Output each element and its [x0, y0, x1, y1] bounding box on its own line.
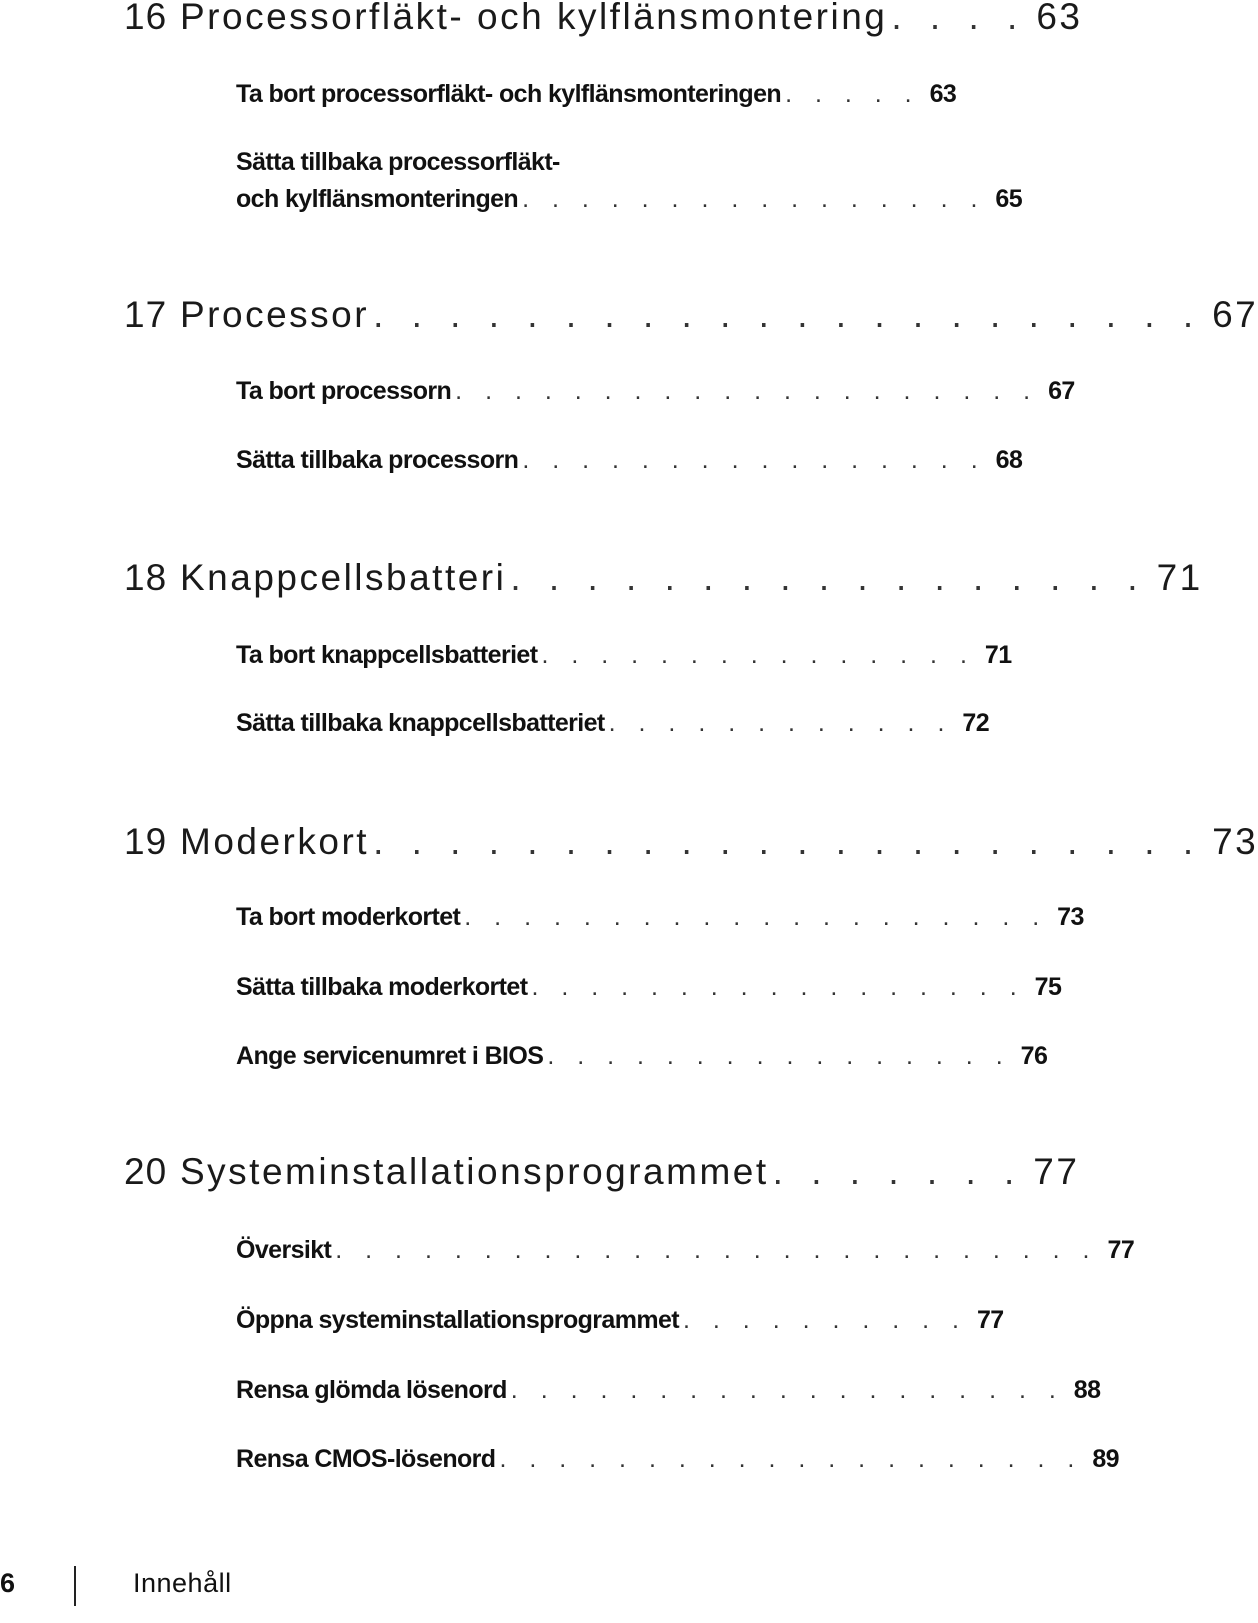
- toc-chapter-19[interactable]: [124, 821, 1258, 863]
- dot-leader: . . . . . . . . . . . . . . . . . . .: [510, 1376, 1064, 1404]
- page-number: 71: [984, 641, 1012, 669]
- toc-entry[interactable]: [236, 1445, 1119, 1474]
- chapter-title: Moderkort: [180, 821, 370, 862]
- dot-leader: . . . . . . . . . .: [683, 1306, 967, 1334]
- page-number: 63: [929, 80, 957, 108]
- toc-entry[interactable]: [236, 377, 1075, 406]
- page-number: 67: [1212, 294, 1258, 335]
- dot-leader: . . . . . . . . . . . . . . . . . . . .: [499, 1445, 1083, 1473]
- toc-chapter-20[interactable]: [124, 1151, 1080, 1193]
- entry-title: Ta bort moderkortet: [236, 903, 461, 931]
- chapter-number: 20: [124, 1151, 168, 1192]
- entry-title: Ta bort processorfläkt- och kylflänsmonteringen: [236, 80, 782, 108]
- chapter-number: 18: [124, 557, 168, 598]
- toc-entry[interactable]: [236, 973, 1062, 1002]
- toc-chapter-16[interactable]: [124, 0, 1083, 38]
- chapter-title: Knappcellsbatteri: [180, 557, 507, 598]
- dot-leader: . . . . . . . . . . . . . . . . . . . .: [464, 903, 1048, 931]
- page-number: 76: [1020, 1042, 1048, 1070]
- page-number: 88: [1073, 1376, 1101, 1404]
- page-number: 75: [1034, 973, 1062, 1001]
- page-number: 71: [1156, 557, 1203, 598]
- footer-page-number: 6: [0, 1568, 16, 1598]
- entry-title: Öppna systeminstallationsprogrammet: [236, 1306, 680, 1334]
- dot-leader: . . . . . . .: [772, 1151, 1024, 1192]
- footer-divider: [74, 1566, 76, 1606]
- toc-entry[interactable]: [236, 1236, 1135, 1265]
- chapter-title: Processor: [180, 294, 370, 335]
- chapter-number: 19: [124, 821, 168, 862]
- entry-title: Översikt: [236, 1236, 332, 1264]
- entry-title: Sätta tillbaka knappcellsbatteriet: [236, 709, 605, 737]
- toc-entry[interactable]: [236, 709, 990, 738]
- dot-leader: . . . . . . . . . . . . . . . .: [522, 185, 986, 213]
- dot-leader: . . . . . . . . . . . . . . . . . . . . . . . . . .: [335, 1236, 1098, 1264]
- page-number: 89: [1092, 1445, 1119, 1473]
- page-number: 77: [1107, 1236, 1135, 1264]
- toc-entry[interactable]: [236, 446, 1023, 475]
- page-number: 73: [1057, 903, 1084, 931]
- entry-title: Ta bort processorn: [236, 377, 452, 405]
- chapter-title: Processorfläkt- och kylflänsmontering: [180, 0, 888, 37]
- toc-chapter-18[interactable]: [124, 557, 1203, 599]
- dot-leader: . . . . . . . . . . . . . . . . .: [510, 557, 1147, 598]
- dot-leader: . . . . . . . . . . . . . . . .: [547, 1042, 1011, 1070]
- toc-entry[interactable]: [236, 80, 957, 109]
- toc-chapter-17[interactable]: [124, 294, 1258, 336]
- chapter-number: 16: [124, 0, 168, 37]
- toc-entry[interactable]: [236, 1042, 1048, 1071]
- entry-title-line2: och kylflänsmonteringen: [236, 185, 519, 213]
- entry-title-line1: Sätta tillbaka processorfläkt-: [236, 148, 560, 176]
- page-number: 65: [995, 185, 1023, 213]
- dot-leader: . . . . . . . . . . . . . . . . .: [531, 973, 1025, 1001]
- chapter-number: 17: [124, 294, 168, 335]
- toc-entry[interactable]: [236, 148, 1023, 214]
- toc-entry[interactable]: [236, 641, 1012, 670]
- page-footer: [0, 1560, 960, 1610]
- page-number: 72: [962, 709, 990, 737]
- dot-leader: . . . . . . . . . . . .: [608, 709, 953, 737]
- page-number: 63: [1036, 0, 1083, 37]
- page-number: 67: [1048, 377, 1075, 405]
- entry-title: Rensa CMOS-lösenord: [236, 1445, 496, 1473]
- page-number: 73: [1212, 821, 1258, 862]
- page-number: 77: [977, 1306, 1004, 1334]
- dot-leader: . . . . . . . . . . . . . . . . . . . . . .: [373, 821, 1203, 862]
- dot-leader: . . . . . . . . . . . . . . . . . . . .: [455, 377, 1039, 405]
- entry-title: Rensa glömda lösenord: [236, 1376, 507, 1404]
- dot-leader: . . . . .: [785, 80, 920, 108]
- dot-leader: . . . . . . . . . . . . . . . .: [522, 446, 986, 474]
- footer-section-label: Innehåll: [133, 1568, 232, 1598]
- toc-entry[interactable]: [236, 1376, 1101, 1405]
- toc-entry[interactable]: [236, 903, 1084, 932]
- entry-title: Sätta tillbaka moderkortet: [236, 973, 528, 1001]
- dot-leader: . . . .: [891, 0, 1027, 37]
- entry-title: Sätta tillbaka processorn: [236, 446, 519, 474]
- toc-entry[interactable]: [236, 1306, 1004, 1335]
- dot-leader: . . . . . . . . . . . . . . . . . . . . . .: [373, 294, 1203, 335]
- entry-title: Ta bort knappcellsbatteriet: [236, 641, 538, 669]
- page-number: 68: [995, 446, 1023, 474]
- entry-title: Ange servicenumret i BIOS: [236, 1042, 544, 1070]
- chapter-title: Systeminstallationsprogrammet: [180, 1151, 769, 1192]
- dot-leader: . . . . . . . . . . . . . . .: [541, 641, 975, 669]
- page-number: 77: [1033, 1151, 1080, 1192]
